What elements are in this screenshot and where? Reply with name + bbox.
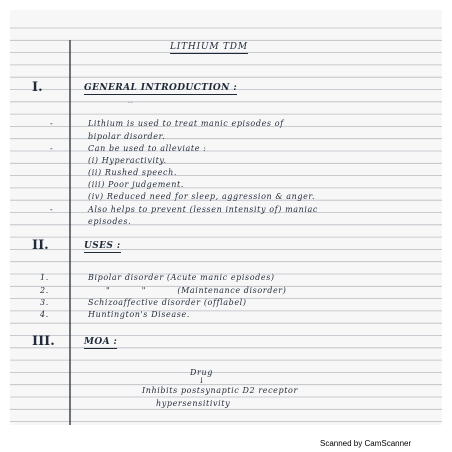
arrow-down-icon: ↓ <box>198 376 206 385</box>
uses-item: " " (Maintenance disorder) <box>106 286 287 295</box>
uses-item-number: 4. <box>40 310 49 319</box>
moa-effect: hypersensitivity <box>156 399 231 408</box>
uses-item: Bipolar disorder (Acute manic episodes) <box>88 273 275 282</box>
uses-item: Huntington's Disease. <box>88 310 190 319</box>
page-title: LITHIUM TDM <box>170 42 248 52</box>
section-1-line: Also helps to prevent (lessen intensity of) maniac <box>88 205 318 214</box>
section-1-heading: GENERAL INTRODUCTION : <box>84 83 238 93</box>
uses-item-number: 2. <box>40 286 49 295</box>
section-2-numeral: II. <box>32 238 49 253</box>
section-1-line: (iv) Reduced need for sleep, aggression & anger. <box>88 192 316 201</box>
notebook-page <box>10 10 442 425</box>
section-1-bullet: - <box>50 144 54 153</box>
section-1-line: episodes. <box>88 217 132 226</box>
uses-item: Schizoaffective disorder (offlabel) <box>88 298 247 307</box>
section-1-line: bipolar disorder. <box>88 132 166 141</box>
section-1-line: Can be used to alleviate : <box>88 144 207 153</box>
section-3-heading: MOA : <box>84 337 118 347</box>
section-3-numeral: III. <box>32 334 55 349</box>
ruled-lines <box>10 10 442 425</box>
scanner-watermark: Scanned by CamScanner <box>320 439 412 448</box>
section-1-bullet: - <box>50 205 54 214</box>
underline-dots: ·· <box>128 100 134 107</box>
section-1-bullet: - <box>50 119 54 128</box>
section-1-line: (iii) Poor judgement. <box>88 180 184 189</box>
section-1-line: (ii) Rushed speech. <box>88 168 178 177</box>
moa-mechanism: Inhibits postsynaptic D2 receptor <box>142 386 298 395</box>
uses-item-number: 1. <box>40 273 49 282</box>
section-1-line: (i) Hyperactivity. <box>88 156 167 165</box>
section-1-numeral: I. <box>32 80 43 95</box>
section-2-heading: USES : <box>84 241 121 251</box>
moa-drug: Drug <box>190 368 213 377</box>
section-1-line: Lithium is used to treat manic episodes of <box>88 119 284 128</box>
uses-item-number: 3. <box>40 298 49 307</box>
